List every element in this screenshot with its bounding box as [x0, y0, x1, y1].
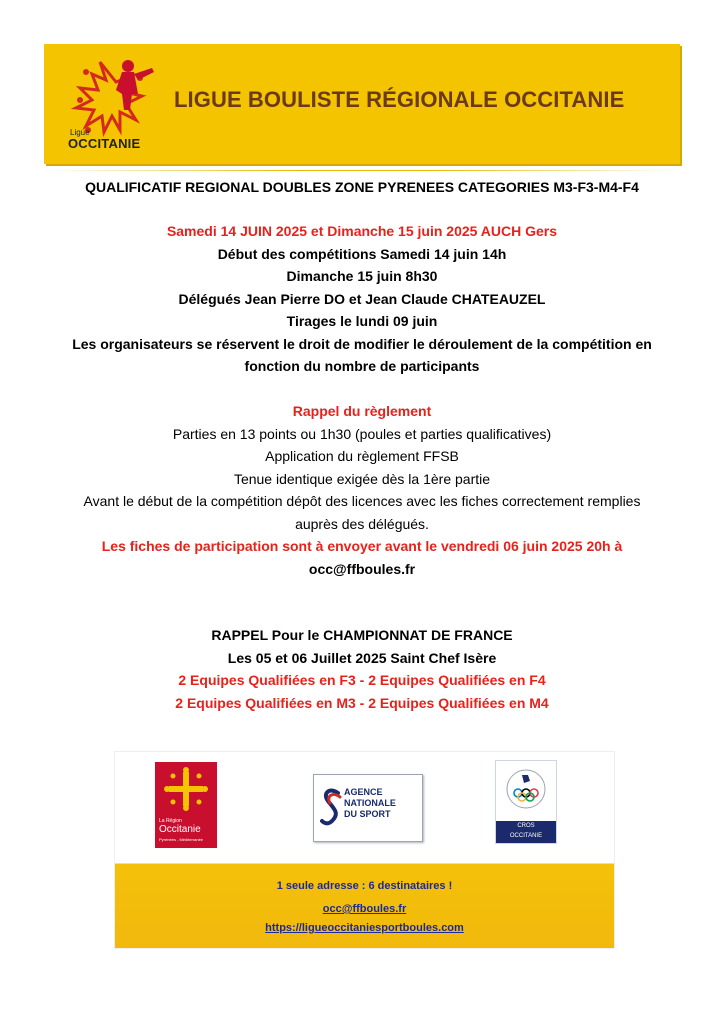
region-logo-sub: Pyrénées - Méditerranée: [159, 837, 204, 842]
championship-title: RAPPEL Pour le CHAMPIONNAT DE FRANCE: [211, 627, 513, 643]
rules-deadline: Les fiches de participation sont à envoyer avant le vendredi 06 juin 2025 20h à: [101, 538, 623, 554]
logo-word-ligue: Ligue: [70, 128, 90, 137]
championship-section: [0, 624, 724, 714]
ans-line-2: NATIONALE: [344, 798, 396, 808]
rules-line-5: auprès des délégués.: [295, 515, 429, 532]
ans-s-icon: [320, 787, 342, 827]
region-logo-small: La Région: [159, 818, 182, 824]
event-dates: Samedi 14 JUIN 2025 et Dimanche 15 juin 2025 AUCH Gers: [166, 223, 558, 239]
footer-tagline: 1 seule adresse : 6 destinataires !: [276, 880, 453, 892]
event-notice-line2: fonction du nombre de participants: [244, 358, 480, 374]
event-delegates: Délégués Jean Pierre DO et Jean Claude CHATEAUZEL: [178, 290, 546, 307]
event-info: [0, 220, 724, 378]
championship-qualified-line1: 2 Equipes Qualifiées en F3 - 2 Equipes Qualifiées en F4: [178, 672, 546, 688]
cros-region-label: OCCITANIE: [509, 833, 543, 839]
event-draw: Tirages le lundi 09 juin: [286, 313, 438, 329]
cros-occitanie-logo: [495, 760, 557, 844]
agence-nationale-du-sport-logo: [313, 774, 423, 842]
rules-email[interactable]: occ@ffboules.fr: [308, 560, 416, 577]
logo-word-occitanie: OCCITANIE: [68, 136, 141, 151]
championship-qualified-line2: 2 Equipes Qualifiées en M3 - 2 Equipes Qualifiées en M4: [175, 694, 549, 711]
rules-line-4: Avant le début de la compétition dépôt des licences avec les fiches correctement remplies: [83, 493, 641, 509]
rules-line-3: Tenue identique exigée dès la 1ère partie: [233, 470, 491, 487]
page-title: LIGUE BOULISTE RÉGIONALE OCCITANIE: [174, 87, 625, 112]
rules-title: Rappel du règlement: [292, 403, 432, 419]
championship-dates: Les 05 et 06 Juillet 2025 Saint Chef Isère: [227, 649, 497, 666]
rules-line-2: Application du règlement FFSB: [265, 448, 459, 464]
occitan-cross-icon: [155, 762, 217, 818]
header-banner: [44, 44, 680, 164]
event-notice-line1: Les organisateurs se réservent le droit de modifier le déroulement de la compétition en: [72, 335, 652, 352]
event-sunday: Dimanche 15 juin 8h30: [286, 268, 438, 284]
olympic-rings-icon: [504, 767, 548, 817]
ans-line-3: DU SPORT: [344, 809, 391, 819]
region-occitanie-logo: [155, 762, 217, 848]
cros-label: CROS: [517, 823, 535, 829]
rules-section: [0, 400, 724, 580]
footer-email-link[interactable]: occ@ffboules.fr: [322, 903, 407, 915]
event-start: Début des compétitions Samedi 14 juin 14h: [217, 245, 507, 262]
header-divider: [44, 170, 680, 171]
rules-line-1: Parties en 13 points ou 1h30 (poules et parties qualificatives): [172, 425, 552, 442]
region-logo-big: Occitanie: [159, 824, 201, 835]
footer-website-link[interactable]: https://ligueoccitaniesportboules.com: [265, 922, 464, 934]
competition-heading-block: [0, 176, 724, 199]
footer-banner: [114, 751, 615, 949]
ans-line-1: AGENCE: [344, 787, 383, 797]
competition-heading: QUALIFICATIF REGIONAL DOUBLES ZONE PYRENEES CATEGORIES M3-F3-M4-F4: [85, 179, 639, 195]
